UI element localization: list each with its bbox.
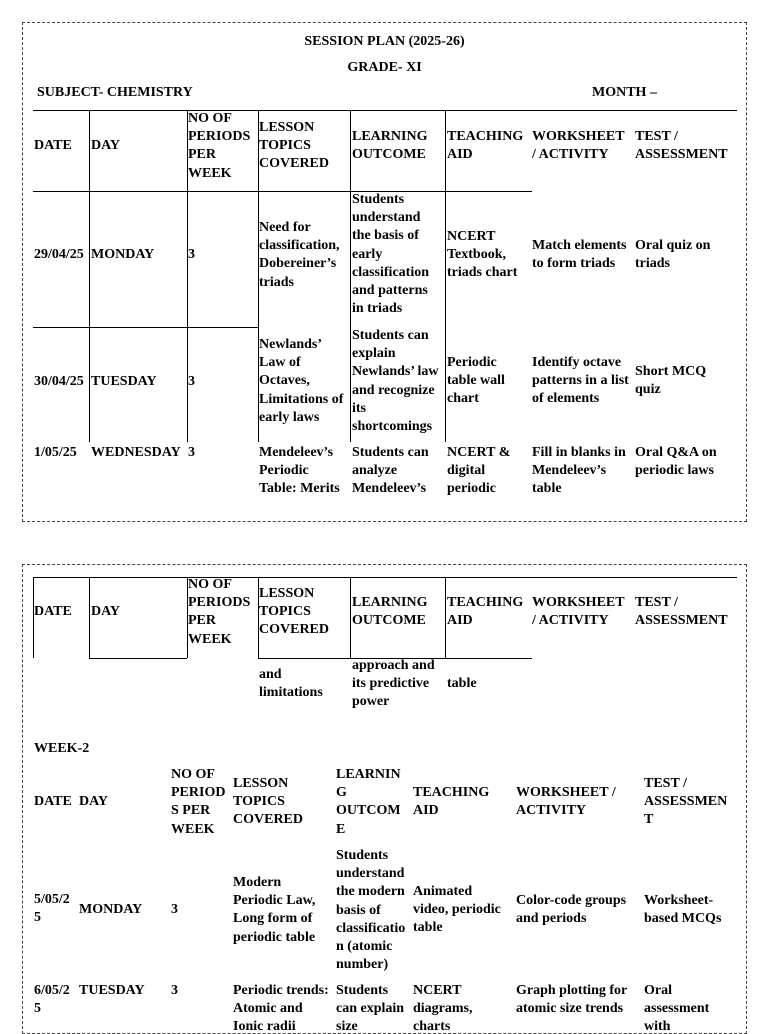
header-aid: TEACHING AID [447,595,524,629]
table-rule [33,191,532,192]
column-rule [445,110,446,442]
row3-topics: Mendeleev’s Periodic Table: Merits [259,445,340,497]
header-date: DATE [34,138,72,153]
week2-row1-date: 5/05/2 5 [34,892,70,926]
table-rule [33,327,259,328]
row3-periods: 3 [188,445,195,460]
header-day: DAY [91,604,121,619]
header-topics: LESSON TOPICS COVERED [259,586,330,638]
row1-aid: NCERT Textbook, triads chart [447,229,518,281]
page-2 [22,564,747,1034]
header-worksheet: WORKSHEET / ACTIVITY [532,129,625,163]
session-title: SESSION PLAN (2025-26) [304,34,465,49]
row1-periods: 3 [188,247,195,262]
row1-outcome: Students understand the basis of early classification and patterns in triads [352,192,429,317]
week2-row2-day: TUESDAY [79,983,145,998]
table-rule [33,577,737,578]
continuation-topics: and limitations [259,667,323,701]
row1-worksheet: Match elements to form triads [532,238,627,272]
row2-worksheet: Identify octave patterns in a list of elements [532,355,629,407]
week2-header-topics: LESSON TOPICS COVERED [233,776,304,828]
week2-header-periods: NO OF PERIOD S PER WEEK [171,767,226,837]
header-worksheet: WORKSHEET / ACTIVITY [532,595,625,629]
table-rule [89,658,187,659]
week2-row2-periods: 3 [171,983,178,998]
table-rule [33,110,737,111]
row3-aid: NCERT & digital periodic [447,445,511,497]
header-periods: NO OF PERIODS PER WEEK [188,577,251,647]
continuation-outcome: approach and its predictive power [352,658,435,710]
week2-row2-outcome: Students can explain size [336,983,405,1034]
week2-header-day: DAY [79,794,109,809]
week2-row1-periods: 3 [171,902,178,917]
column-rule [89,577,90,658]
row3-outcome: Students can analyze Mendeleev’s [352,445,429,497]
week2-header-date: DATE [34,794,72,809]
week2-row2-date: 6/05/2 5 [34,983,70,1017]
subject-label: SUBJECT- CHEMISTRY [37,85,193,100]
row2-day: TUESDAY [91,374,157,389]
row1-day: MONDAY [91,247,155,262]
row2-outcome: Students can explain Newlands’ law and recognize its shortcomings [352,328,439,435]
week2-row1-topics: Modern Periodic Law, Long form of periodic table [233,875,316,945]
row1-topics: Need for classification, Dobereiner’s triads [259,220,340,290]
week2-row1-day: MONDAY [79,902,143,917]
row2-test: Short MCQ quiz [635,364,707,398]
header-outcome: LEARNING OUTCOME [352,129,428,163]
header-aid: TEACHING AID [447,129,524,163]
week2-row2-test: Oral assessment with [644,983,710,1034]
grade-label: GRADE- XI [347,60,422,75]
week2-row2-aid: NCERT diagrams, charts [413,983,473,1034]
week2-row2-topics: Periodic trends: Atomic and Ionic radii [233,983,329,1034]
header-day: DAY [91,138,121,153]
week-2-label: WEEK-2 [34,741,90,756]
week2-row2-worksheet: Graph plotting for atomic size trends [516,983,628,1017]
column-rule [350,110,351,442]
week2-header-test: TEST / ASSESSMEN T [644,776,728,828]
column-rule [350,577,351,658]
header-date: DATE [34,604,72,619]
continuation-aid: table [447,676,477,691]
row2-periods: 3 [188,374,195,389]
month-label: MONTH – [592,85,657,100]
row1-date: 29/04/25 [34,247,84,262]
row3-worksheet: Fill in blanks in Mendeleev’s table [532,445,626,497]
week2-header-worksheet: WORKSHEET / ACTIVITY [516,785,616,819]
column-rule [445,577,446,658]
row3-date: 1/05/25 [34,445,77,460]
row2-aid: Periodic table wall chart [447,355,505,407]
row2-topics: Newlands’ Law of Octaves, Limitations of early laws [259,337,344,425]
header-test: TEST / ASSESSMENT [635,129,728,163]
row2-date: 30/04/25 [34,374,84,389]
header-periods: NO OF PERIODS PER WEEK [188,111,251,181]
week2-row1-worksheet: Color-code groups and periods [516,893,627,927]
week2-header-outcome: LEARNIN G OUTCOM E [336,767,401,837]
column-rule [89,110,90,442]
row3-day: WEDNESDAY [91,445,181,460]
row3-test: Oral Q&A on periodic laws [635,445,717,479]
header-topics: LESSON TOPICS COVERED [259,120,330,172]
week2-header-aid: TEACHING AID [413,785,490,819]
week2-row1-outcome: Students understand the modern basis of classificatio n (atomic number) [336,848,406,973]
page-1 [22,22,747,522]
header-outcome: LEARNING OUTCOME [352,595,428,629]
week2-row1-test: Worksheet- based MCQs [644,893,722,927]
week2-row1-aid: Animated video, periodic table [413,884,501,936]
row1-test: Oral quiz on triads [635,238,711,272]
header-test: TEST / ASSESSMENT [635,595,728,629]
